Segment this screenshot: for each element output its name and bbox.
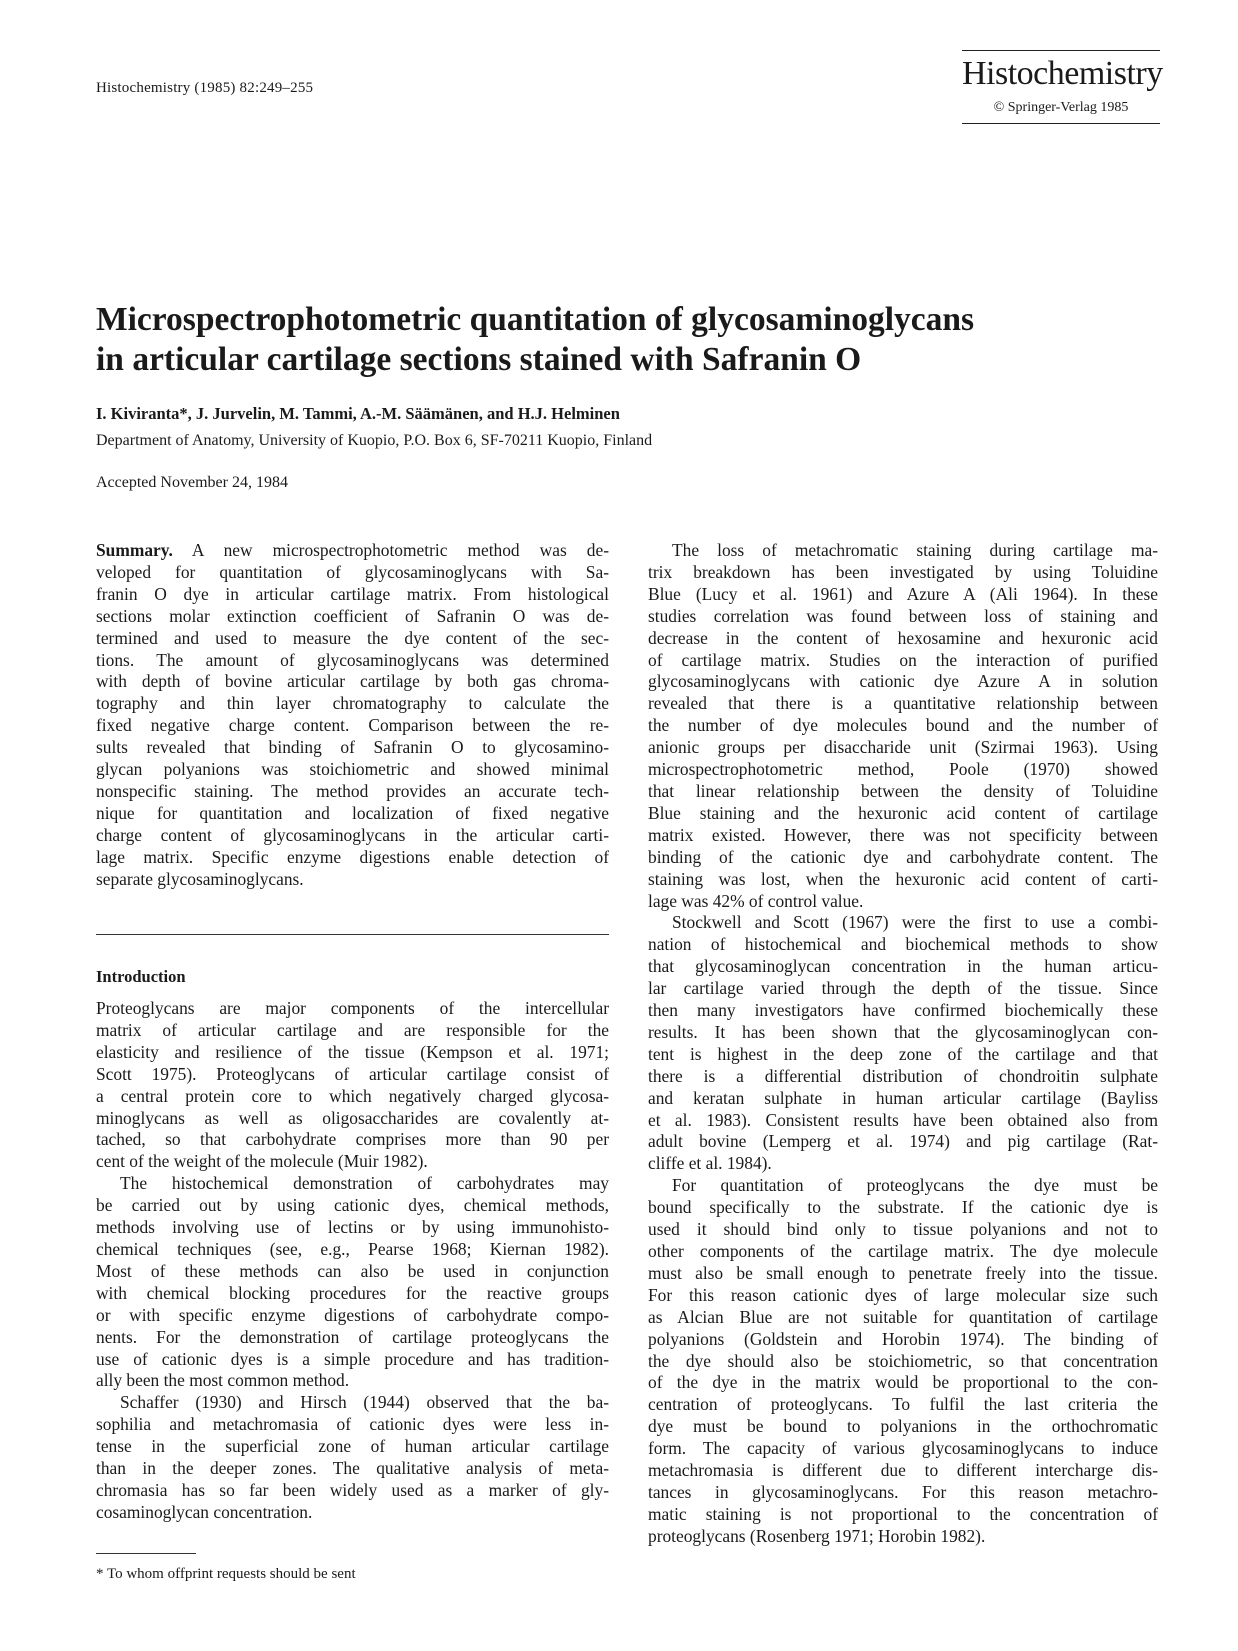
text-line: charge content of glycosaminoglycans in the articular carti- — [96, 824, 609, 845]
text-line: cent of the weight of the molecule (Muir 1982). — [96, 1151, 428, 1172]
journal-logo: Histochemistry — [962, 55, 1163, 92]
text-line: results. It has been shown that the glycosaminoglycan con- — [648, 1021, 1158, 1042]
section-divider — [96, 934, 609, 935]
text-line: tances in glycosaminoglycans. For this reason metachro- — [648, 1481, 1158, 1502]
text-line: elasticity and resilience of the tissue (Kempson et al. 1971; — [96, 1041, 609, 1062]
text-line: used it should bind only to tissue polyanions and not to — [648, 1219, 1158, 1240]
text-line: matrix of articular cartilage and are responsible for the — [96, 1019, 609, 1040]
text-line: Most of these methods can also be used in conjunction — [96, 1260, 609, 1281]
text-line: fixed negative charge content. Comparison between the re- — [96, 715, 609, 736]
publisher-line: © Springer-Verlag 1985 — [993, 100, 1129, 115]
text-line: Proteoglycans are major components of the intercellular — [96, 998, 609, 1018]
text-line: dye must be bound to polyanions in the orthochromatic — [648, 1416, 1158, 1437]
text-line: bound specifically to the substrate. If the cationic dye is — [648, 1197, 1158, 1218]
author-list: I. Kiviranta*, J. Jurvelin, M. Tammi, A.-M. Säämänen, and H.J. Helminen — [96, 404, 620, 423]
text-line: tached, so that carbohydrate comprises more than 90 per — [96, 1129, 609, 1150]
footnote: * To whom offprint requests should be sent — [96, 1566, 356, 1582]
text-line: lage matrix. Specific enzyme digestions enable detection of — [96, 846, 609, 867]
text-line: the dye should also be stoichiometric, so that concentration — [648, 1350, 1158, 1371]
text-line: lar cartilage varied through the depth of the tissue. Since — [648, 978, 1158, 999]
footnote-divider — [96, 1553, 196, 1554]
text-line: of the dye in the matrix would be proportional to the con- — [648, 1372, 1158, 1393]
paragraph — [96, 1173, 609, 1392]
journal-masthead — [962, 50, 1163, 124]
text-line: termined and used to measure the dye content of the sec- — [96, 627, 609, 648]
text-line: centration of proteoglycans. To fulfil the last criteria the — [648, 1394, 1158, 1415]
text-line: glycosaminoglycans with cationic dye Azure A in solution — [648, 671, 1158, 692]
text-line: staining was lost, when the hexuronic acid content of carti- — [648, 868, 1158, 889]
text-line: as Alcian Blue are not suitable for quantitation of cartilage — [648, 1306, 1158, 1327]
text-line: Blue (Lucy et al. 1961) and Azure A (Ali 1964). In these — [648, 583, 1158, 604]
text-line: minoglycans as well as oligosaccharides are covalently at- — [96, 1107, 609, 1128]
text-line: that glycosaminoglycan concentration in the human articu- — [648, 956, 1158, 977]
text-line: and keratan sulphate in human articular cartilage (Bayliss — [648, 1087, 1158, 1108]
text-line: anionic groups per disaccharide unit (Szirmai 1963). Using — [648, 737, 1158, 758]
article-title — [96, 300, 1156, 380]
summary-block — [96, 540, 609, 891]
text-line: must also be small enough to penetrate freely into the tissue. — [648, 1262, 1158, 1283]
text-line: adult bovine (Lemperg et al. 1974) and pig cartilage (Rat- — [648, 1131, 1158, 1152]
text-line: then many investigators have confirmed biochemically these — [648, 1000, 1158, 1021]
text-line: sophilia and metachromasia of cationic dyes were less in- — [96, 1414, 609, 1435]
text-line: separate glycosaminoglycans. — [96, 868, 304, 889]
text-line: tense in the superficial zone of human articular cartilage — [96, 1436, 609, 1457]
text-line: be carried out by using cationic dyes, chemical methods, — [96, 1195, 609, 1216]
text-line: et al. 1983). Consistent results have been obtained also from — [648, 1109, 1158, 1130]
text-line: Schaffer (1930) and Hirsch (1944) observed that the ba- — [120, 1392, 609, 1413]
text-line: there is a differential distribution of chondroitin sulphate — [648, 1065, 1158, 1086]
paragraph — [648, 912, 1158, 1175]
text-line: trix breakdown has been investigated by using Toluidine — [648, 561, 1158, 582]
text-line: For this reason cationic dyes of large molecular size such — [648, 1284, 1158, 1305]
text-line: of cartilage matrix. Studies on the interaction of purified — [648, 649, 1158, 670]
text-line: matic staining is not proportional to the concentration of — [648, 1503, 1158, 1524]
text-line: Blue staining and the hexuronic acid content of cartilage — [648, 802, 1158, 823]
text-line: or with specific enzyme digestions of carbohydrate compo- — [96, 1304, 609, 1325]
text-line: nents. For the demonstration of cartilage proteoglycans the — [96, 1326, 609, 1347]
text-line: For quantitation of proteoglycans the dye must be — [672, 1175, 1158, 1196]
text-line: cosaminoglycan concentration. — [96, 1501, 313, 1522]
right-column-body — [648, 540, 1158, 1548]
text-line: The histochemical demonstration of carbohydrates may — [120, 1173, 609, 1194]
text-line: binding of the cationic dye and carbohydrate content. The — [648, 846, 1158, 867]
summary-label: Summary. — [96, 540, 173, 560]
text-line: franin O dye in articular cartilage matrix. From histological — [96, 583, 609, 604]
text-line: nonspecific staining. The method provides an accurate tech- — [96, 780, 609, 801]
paragraph — [96, 998, 609, 1173]
masthead-top-rule — [962, 50, 1160, 51]
introduction-heading: Introduction — [96, 967, 186, 986]
text-line: veloped for quantitation of glycosaminoglycans with Sa- — [96, 561, 609, 582]
paragraph — [648, 1175, 1158, 1547]
text-line: use of cationic dyes is a simple procedure and has tradition- — [96, 1348, 609, 1369]
text-line: the number of dye molecules bound and the number of — [648, 715, 1158, 736]
text-line: other components of the cartilage matrix. The dye molecule — [648, 1241, 1158, 1261]
text-line: Stockwell and Scott (1967) were the first to use a combi- — [672, 912, 1158, 933]
masthead-bottom-rule — [962, 123, 1160, 124]
title-line: Microspectrophotometric quantitation of glycosaminoglycans — [96, 301, 975, 338]
text-line: chromasia has so far been widely used as a marker of gly- — [96, 1479, 609, 1500]
accepted-date: Accepted November 24, 1984 — [96, 474, 288, 491]
text-line: sults revealed that binding of Safranin O to glycosamino- — [96, 737, 609, 758]
text-line: decrease in the content of hexosamine and hexuronic acid — [648, 627, 1158, 648]
text-line: A new microspectrophotometric method was de- — [172, 540, 609, 560]
text-line: cliffe et al. 1984). — [648, 1153, 772, 1174]
text-line: that linear relationship between the density of Toluidine — [648, 780, 1158, 801]
paragraph — [96, 1392, 609, 1523]
text-line: with depth of bovine articular cartilage by both gas chroma- — [96, 671, 609, 692]
introduction-body — [96, 998, 609, 1524]
text-line: nique for quantitation and localization of fixed negative — [96, 802, 609, 823]
text-line: proteoglycans (Rosenberg 1971; Horobin 1982). — [648, 1525, 986, 1546]
text-line: a central protein core to which negatively charged glycosa- — [96, 1085, 609, 1106]
title-line: in articular cartilage sections stained with Safranin O — [96, 341, 862, 378]
text-line: tent is highest in the deep zone of the cartilage and that — [648, 1043, 1158, 1064]
paragraph — [648, 540, 1158, 912]
text-line: chemical techniques (see, e.g., Pearse 1968; Kiernan 1982). — [96, 1238, 609, 1259]
affiliation: Department of Anatomy, University of Kuopio, P.O. Box 6, SF-70211 Kuopio, Finland — [96, 432, 653, 449]
text-line: nation of histochemical and biochemical methods to show — [648, 934, 1158, 955]
text-line: matrix existed. However, there was not specificity between — [648, 824, 1158, 845]
summary-first-line — [96, 540, 609, 562]
text-line: Scott 1975). Proteoglycans of articular cartilage consist of — [96, 1063, 609, 1084]
text-line: sections molar extinction coefficient of Safranin O was de- — [96, 605, 609, 626]
text-line: ally been the most common method. — [96, 1370, 350, 1391]
text-line: with chemical blocking procedures for the reactive groups — [96, 1282, 609, 1303]
text-line: revealed that there is a quantitative relationship between — [648, 693, 1158, 714]
text-line: studies correlation was found between loss of staining and — [648, 605, 1158, 626]
text-line: lage was 42% of control value. — [648, 890, 864, 911]
text-line: tions. The amount of glycosaminoglycans was determined — [96, 649, 609, 670]
text-line: microspectrophotometric method, Poole (1970) showed — [648, 759, 1158, 780]
text-line: form. The capacity of various glycosaminoglycans to induce — [648, 1438, 1158, 1459]
text-line: polyanions (Goldstein and Horobin 1974). The binding of — [648, 1328, 1158, 1349]
text-line: glycan polyanions was stoichiometric and showed minimal — [96, 759, 609, 780]
text-line: metachromasia is different due to different intercharge dis- — [648, 1460, 1158, 1481]
text-line: than in the deeper zones. The qualitative analysis of meta- — [96, 1458, 609, 1479]
text-line: The loss of metachromatic staining during cartilage ma- — [672, 540, 1158, 560]
text-line: methods involving use of lectins or by using immunohisto- — [96, 1217, 609, 1238]
text-line: tography and thin layer chromatography to calculate the — [96, 693, 609, 714]
running-header-citation: Histochemistry (1985) 82:249–255 — [96, 80, 314, 96]
